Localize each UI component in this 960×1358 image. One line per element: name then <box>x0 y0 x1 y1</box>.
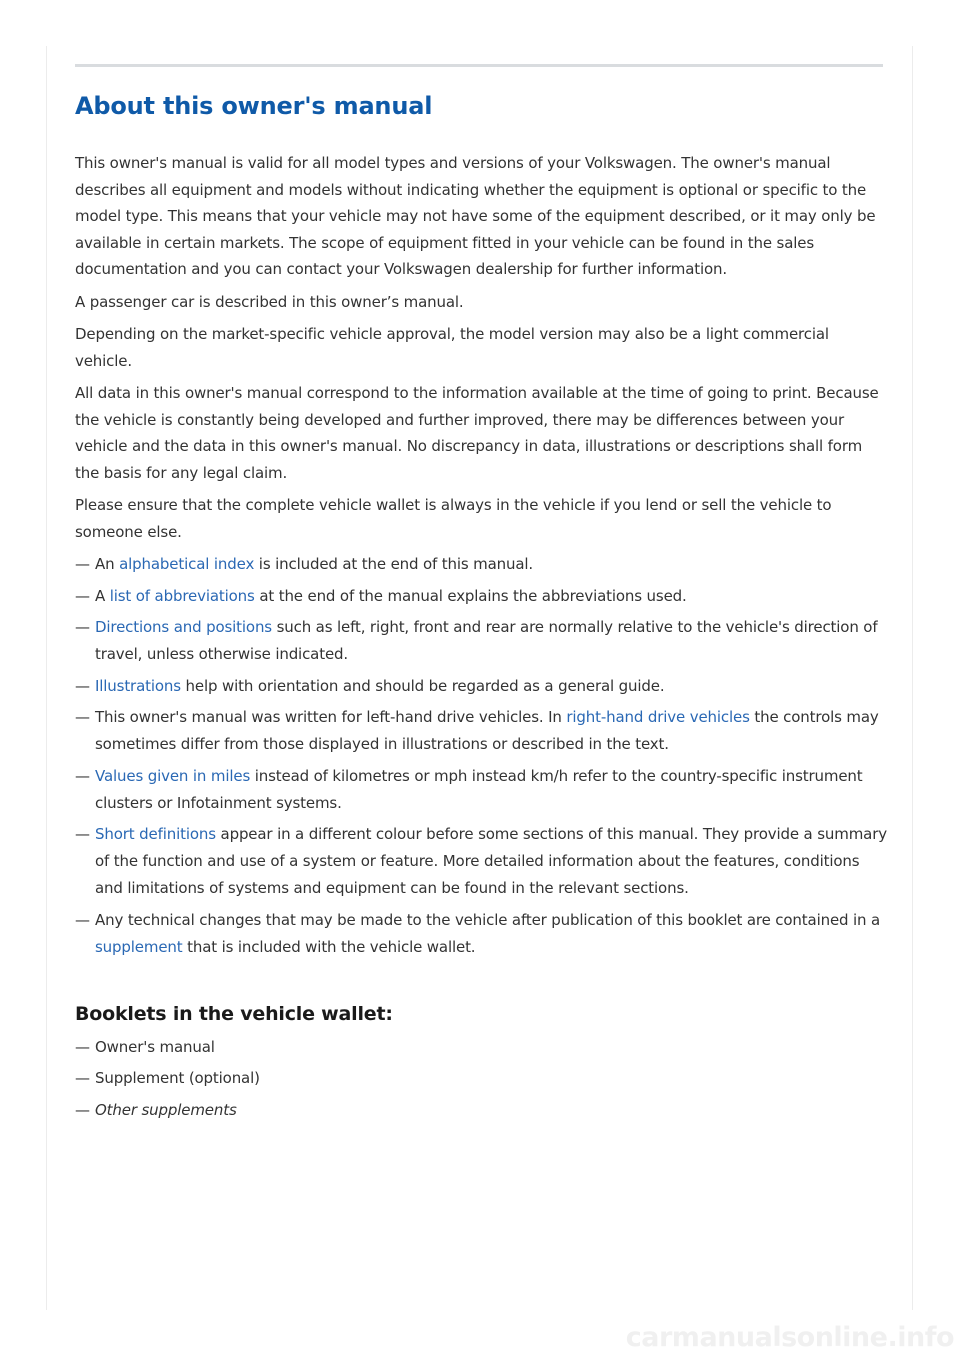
manual-content <box>75 88 887 1128</box>
illustrations-link[interactable]: Illustrations <box>95 676 181 695</box>
alphabetical-index-link[interactable]: alphabetical index <box>119 555 255 573</box>
list-item: — Any technical changes that may be made to the vehicle after publication of this booklet are contained in a supplement that is included with the vehicle wallet. <box>75 907 887 961</box>
dash-bullet: — <box>75 910 90 929</box>
dash-bullet: — <box>75 708 90 726</box>
list-item <box>75 1097 887 1124</box>
dash-bullet: — <box>75 1069 90 1087</box>
list-item: — Illustrations help with orientation and should be regarded as a general guide. <box>75 673 887 700</box>
top-rule-divider <box>75 64 883 67</box>
short-definitions-link[interactable]: Short definitions <box>95 825 216 843</box>
dash-bullet: — <box>75 825 90 843</box>
abbreviations-link[interactable]: list of abbreviations <box>109 586 255 605</box>
list-item: — Directions and positions such as left, right, front and rear are normally relative to the vehicle's direction of travel, unless otherwise indicated. <box>75 614 887 668</box>
list-item: — Values given in miles instead of kilometres or mph instead km/h refer to the country-specific instrument clusters or Infotainment systems. <box>75 763 887 817</box>
vehicle-approval-paragraph: Depending on the market-specific vehicle approval, the model version may also be a light commercial vehicle. <box>75 325 829 370</box>
values-in-miles-link[interactable]: Values given in miles <box>95 766 251 785</box>
booklet-other-supplements: Other supplements <box>95 1100 237 1119</box>
dash-bullet: — <box>75 676 90 695</box>
data-disclaimer-paragraph: All data in this owner's manual correspond to the information available at the time of going to print. Because the vehicle is constantly being developed and further improved, there may be differences between your vehicle and the data in this owner's manual. No discrepancy in data, illustrations or descriptions shall form the basis for any legal claim. <box>75 384 879 482</box>
booklet-supplement: Supplement (optional) <box>95 1069 260 1087</box>
dash-bullet: — <box>75 618 90 636</box>
dash-bullet: — <box>75 1037 90 1056</box>
site-watermark: carmanualsonline.info <box>625 1322 954 1353</box>
vehicle-wallet-paragraph: Please ensure that the complete vehicle wallet is always in the vehicle if you lend or sell the vehicle to someone else. <box>75 496 832 541</box>
right-hand-drive-link[interactable]: right-hand drive vehicles <box>566 708 750 726</box>
page-frame-left <box>46 46 47 1310</box>
page-frame-right <box>912 46 913 1310</box>
list-item: — An alphabetical index is included at the end of this manual. <box>75 551 887 578</box>
list-item: — Short definitions appear in a different colour before some sections of this manual. They provide a summary of the function and use of a system or feature. More detailed information about the features, conditions and limitations of systems and equipment can be found in the relevant sections. <box>75 821 887 902</box>
dash-bullet: — <box>75 586 90 605</box>
list-item: — This owner's manual was written for left-hand drive vehicles. In right-hand drive vehicles the controls may sometimes differ from those displayed in illustrations or described in the text. <box>75 704 887 758</box>
page-title: About this owner's manual <box>75 92 433 120</box>
directions-positions-link[interactable]: Directions and positions <box>95 618 272 636</box>
booklet-owners-manual: Owner's manual <box>95 1037 215 1056</box>
booklets-list <box>75 1034 887 1124</box>
list-item: — A list of abbreviations at the end of the manual explains the abbreviations used. <box>75 583 887 610</box>
booklets-heading: Booklets in the vehicle wallet: <box>75 1002 393 1025</box>
manual-notes-list <box>75 551 887 961</box>
dash-bullet: — <box>75 555 90 573</box>
passenger-car-paragraph: A passenger car is described in this owner’s manual. <box>75 292 464 311</box>
dash-bullet: — <box>75 1100 90 1119</box>
list-item <box>75 1034 887 1061</box>
supplement-link[interactable]: supplement <box>95 937 183 956</box>
dash-bullet: — <box>75 766 90 785</box>
intro-paragraph: This owner's manual is valid for all model types and versions of your Volkswagen. The owner's manual describes all equipment and models without indicating whether the equipment is optional or specific to the model type. This means that your vehicle may not have some of the equipment described, or it may only be available in certain markets. The scope of equipment fitted in your vehicle can be found in the sales documentation and you can contact your Volkswagen dealership for further information. <box>75 154 876 278</box>
list-item <box>75 1065 887 1092</box>
